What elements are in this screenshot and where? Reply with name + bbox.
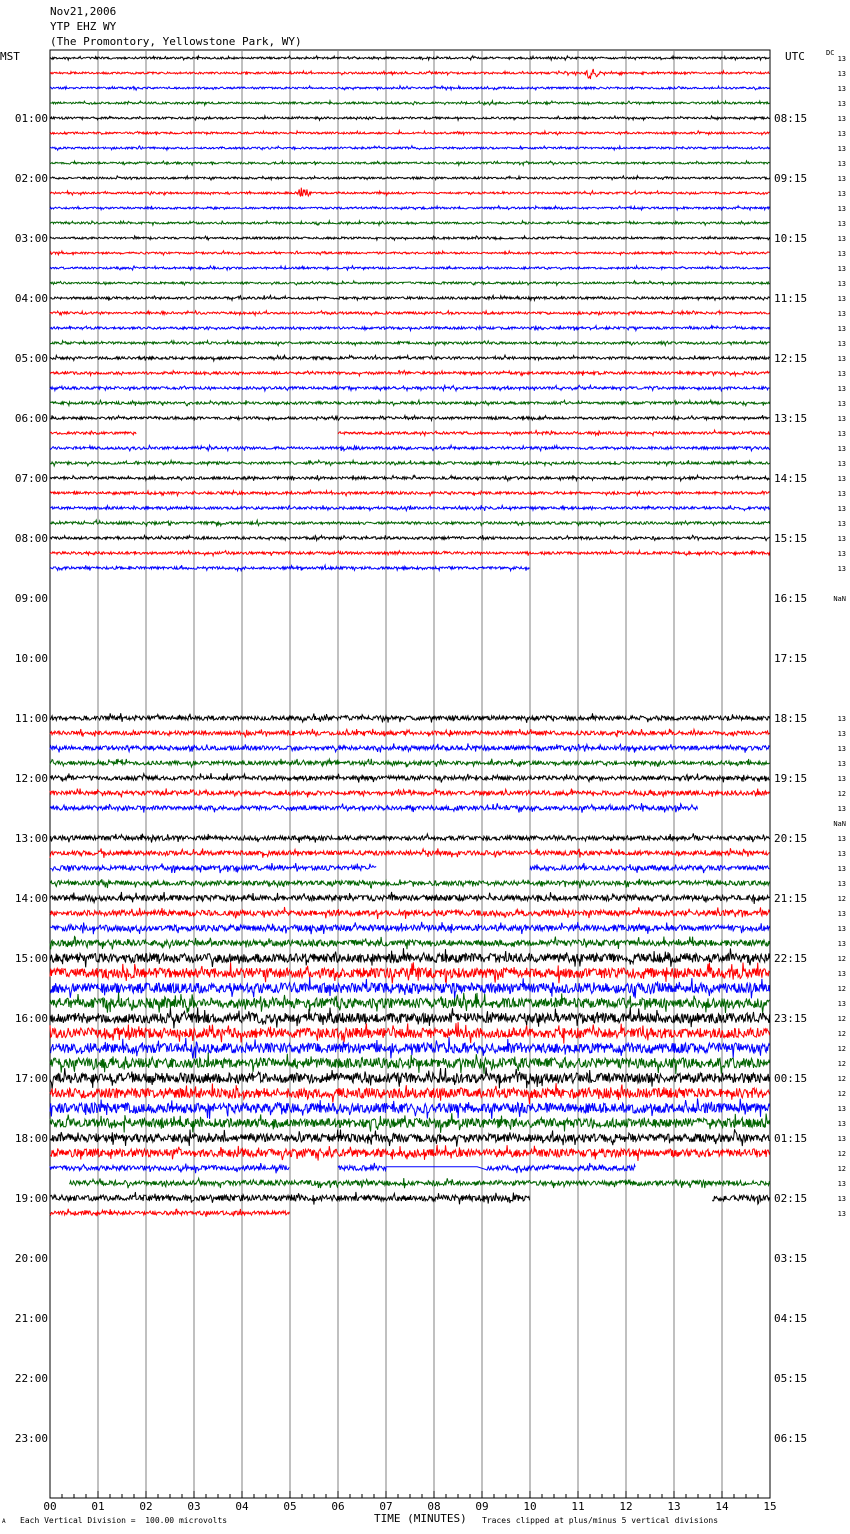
- trace-value-label: 13: [837, 535, 846, 543]
- seismic-trace: [530, 863, 769, 873]
- mst-hour-label: 12:00: [14, 772, 48, 785]
- trace-value-label: 13: [837, 160, 846, 168]
- mst-hour-label: 03:00: [14, 232, 48, 245]
- utc-hour-label: 12:15: [774, 352, 808, 365]
- seismic-trace: [50, 266, 770, 270]
- seismic-trace: [50, 146, 770, 150]
- utc-hour-label: 08:15: [774, 112, 808, 125]
- mst-hour-label: 14:00: [14, 892, 48, 905]
- vertical-scale-note: Each Vertical Division = 100.00 microvolts: [20, 1516, 228, 1525]
- trace-value-label: 13: [837, 310, 846, 318]
- trace-value-label: 13: [837, 715, 846, 723]
- trace-value-label: 13: [837, 220, 846, 228]
- seismic-trace: [50, 922, 770, 934]
- mst-hour-label: 06:00: [14, 412, 48, 425]
- dc-label: DC: [826, 49, 835, 57]
- seismic-trace: [50, 879, 770, 889]
- trace-value-label: 13: [837, 445, 846, 453]
- utc-hour-label: 15:15: [774, 532, 808, 545]
- seismic-trace: [50, 431, 136, 435]
- seismic-trace: [50, 535, 770, 540]
- trace-value-label: 13: [837, 475, 846, 483]
- x-tick-label: 04: [235, 1500, 249, 1513]
- seismic-trace: [50, 1037, 770, 1058]
- x-tick-label: 10: [523, 1500, 537, 1513]
- mst-hour-label: 07:00: [14, 472, 48, 485]
- seismic-trace: [50, 505, 770, 511]
- mst-hour-label: 13:00: [14, 832, 48, 845]
- footer-mark: A: [2, 1518, 6, 1525]
- trace-value-label: 13: [837, 775, 846, 783]
- seismic-trace: [50, 475, 770, 481]
- utc-hour-label: 03:15: [774, 1252, 808, 1265]
- x-tick-label: 13: [667, 1500, 681, 1513]
- x-tick-label: 08: [427, 1500, 441, 1513]
- trace-value-label: 13: [837, 970, 846, 978]
- trace-value-label: 13: [837, 460, 846, 468]
- seismic-trace: [50, 221, 770, 225]
- mst-hour-label: 05:00: [14, 352, 48, 365]
- utc-hour-label: 10:15: [774, 232, 808, 245]
- trace-value-label: 13: [837, 355, 846, 363]
- x-tick-label: 02: [139, 1500, 153, 1513]
- seismic-trace: [50, 460, 770, 466]
- seismic-trace: [50, 773, 770, 782]
- trace-value-label: 13: [837, 190, 846, 198]
- utc-hour-label: 02:15: [774, 1192, 808, 1205]
- utc-hour-label: 04:15: [774, 1312, 808, 1325]
- utc-hour-label: 19:15: [774, 772, 808, 785]
- trace-value-label: 12: [837, 1165, 846, 1173]
- seismic-trace: [50, 1007, 770, 1028]
- seismic-trace: [50, 550, 770, 556]
- trace-value-label: 13: [837, 250, 846, 258]
- seismic-trace: [50, 116, 770, 120]
- trace-value-label: 13: [837, 865, 846, 873]
- trace-value-label: 12: [837, 1060, 846, 1068]
- seismic-trace: [50, 759, 770, 768]
- mst-hour-label: 20:00: [14, 1252, 48, 1265]
- seismic-trace: [50, 86, 770, 90]
- utc-hour-label: 13:15: [774, 412, 808, 425]
- seismic-trace: [50, 713, 770, 723]
- mst-hour-label: 15:00: [14, 952, 48, 965]
- mst-hour-label: 16:00: [14, 1012, 48, 1025]
- seismic-trace: [50, 892, 770, 904]
- trace-value-label: 13: [837, 850, 846, 858]
- trace-value-label: 13: [837, 280, 846, 288]
- mst-hour-label: 02:00: [14, 172, 48, 185]
- seismic-trace: [487, 1163, 635, 1173]
- trace-value-label: 12: [837, 955, 846, 963]
- trace-value-label: 13: [837, 940, 846, 948]
- x-tick-label: 12: [619, 1500, 633, 1513]
- trace-value-label: 13: [837, 400, 846, 408]
- seismic-trace: [50, 161, 770, 165]
- station-location: (The Promontory, Yellowstone Park, WY): [50, 35, 302, 48]
- seismic-trace: [50, 833, 770, 842]
- trace-value-label: 13: [837, 325, 846, 333]
- seismic-trace: [50, 907, 770, 919]
- clipping-note: Traces clipped at plus/minus 5 vertical divisions: [482, 1516, 719, 1525]
- utc-hour-label: 14:15: [774, 472, 808, 485]
- x-tick-label: 11: [571, 1500, 585, 1513]
- mst-hour-label: 09:00: [14, 592, 48, 605]
- station-code: YTP EHZ WY: [50, 20, 117, 33]
- utc-hour-label: 09:15: [774, 172, 808, 185]
- seismic-trace: [50, 415, 770, 420]
- trace-value-label: 13: [837, 145, 846, 153]
- seismic-trace: [338, 1163, 386, 1172]
- utc-hour-label: 11:15: [774, 292, 808, 305]
- seismic-trace: [50, 992, 770, 1013]
- trace-value-label: 13: [837, 85, 846, 93]
- utc-hour-label: 20:15: [774, 832, 808, 845]
- utc-hour-label: 06:15: [774, 1432, 808, 1445]
- utc-hour-label: 16:15: [774, 592, 808, 605]
- seismic-trace: [50, 1209, 289, 1217]
- trace-value-label: 13: [837, 730, 846, 738]
- seismic-trace: [50, 520, 770, 526]
- right-timezone-label: UTC: [785, 50, 805, 63]
- mst-hour-label: 22:00: [14, 1372, 48, 1385]
- utc-hour-label: 22:15: [774, 952, 808, 965]
- x-tick-label: 06: [331, 1500, 345, 1513]
- seismic-trace: [50, 1145, 770, 1161]
- trace-value-label: 13: [837, 115, 846, 123]
- trace-value-label: 13: [837, 1210, 846, 1218]
- trace-value-label: 13: [837, 55, 846, 63]
- seismic-trace: [50, 445, 770, 451]
- trace-value-label: NaN: [833, 595, 846, 603]
- seismic-trace: [50, 176, 770, 180]
- x-tick-label: 09: [475, 1500, 489, 1513]
- seismic-trace: [50, 1163, 289, 1173]
- trace-value-label: 13: [837, 295, 846, 303]
- trace-value-label: 12: [837, 1045, 846, 1053]
- utc-hour-label: 17:15: [774, 652, 808, 665]
- x-tick-label: 05: [283, 1500, 297, 1513]
- seismic-trace: [50, 281, 770, 285]
- seismic-trace: [50, 948, 770, 967]
- seismic-trace: [50, 188, 770, 197]
- chart-date: Nov21,2006: [50, 5, 117, 18]
- trace-value-label: 12: [837, 790, 846, 798]
- utc-hour-label: 23:15: [774, 1012, 808, 1025]
- seismic-trace: [712, 1195, 769, 1204]
- mst-hour-label: 11:00: [14, 712, 48, 725]
- seismic-trace: [50, 340, 770, 345]
- seismic-trace: [50, 863, 376, 873]
- seismic-trace: [50, 937, 770, 950]
- trace-value-label: 13: [837, 805, 846, 813]
- seismic-trace: [50, 355, 770, 361]
- trace-value-label: 13: [837, 925, 846, 933]
- trace-value-label: 13: [837, 430, 846, 438]
- seismic-trace: [50, 1129, 770, 1146]
- seismic-trace: [50, 743, 770, 752]
- trace-value-label: 13: [837, 1180, 846, 1188]
- trace-value-label: 13: [837, 1135, 846, 1143]
- mst-hour-label: 10:00: [14, 652, 48, 665]
- seismic-trace: [50, 1083, 770, 1104]
- seismic-trace: [50, 803, 698, 813]
- trace-value-label: 13: [837, 520, 846, 528]
- x-tick-label: 14: [715, 1500, 729, 1513]
- trace-value-label: 13: [837, 175, 846, 183]
- utc-hour-label: 21:15: [774, 892, 808, 905]
- trace-value-label: 12: [837, 1015, 846, 1023]
- mst-hour-label: 08:00: [14, 532, 48, 545]
- seismic-trace: [50, 251, 770, 255]
- seismic-trace: [50, 326, 770, 331]
- trace-value-label: 13: [837, 205, 846, 213]
- seismic-trace: [50, 490, 770, 496]
- seismic-trace: [50, 1113, 770, 1133]
- x-axis-title: TIME (MINUTES): [374, 1512, 467, 1525]
- trace-value-label: 13: [837, 415, 846, 423]
- seismic-trace: [50, 848, 770, 858]
- seismic-trace: [50, 400, 770, 406]
- seismic-trace: [50, 729, 770, 737]
- trace-value-label: 13: [837, 565, 846, 573]
- x-tick-label: 07: [379, 1500, 393, 1513]
- seismic-trace: [50, 101, 770, 105]
- seismic-trace: [50, 788, 770, 797]
- trace-value-label: 13: [837, 880, 846, 888]
- trace-value-label: 13: [837, 910, 846, 918]
- trace-value-label: 12: [837, 1075, 846, 1083]
- trace-value-label: 12: [837, 1090, 846, 1098]
- trace-value-label: NaN: [833, 820, 846, 828]
- trace-value-label: 13: [837, 100, 846, 108]
- seismic-trace: [50, 311, 770, 316]
- seismic-trace: [50, 1022, 770, 1043]
- trace-value-label: 12: [837, 1150, 846, 1158]
- left-timezone-label: MST: [0, 50, 20, 63]
- seismic-trace: [50, 295, 770, 300]
- mst-hour-label: 21:00: [14, 1312, 48, 1325]
- x-tick-label: 00: [43, 1500, 57, 1513]
- seismic-trace: [50, 1067, 770, 1089]
- x-tick-label: 03: [187, 1500, 201, 1513]
- mst-hour-label: 18:00: [14, 1132, 48, 1145]
- trace-value-label: 13: [837, 745, 846, 753]
- seismic-trace: [50, 56, 770, 60]
- trace-value-label: 13: [837, 760, 846, 768]
- mst-hour-label: 17:00: [14, 1072, 48, 1085]
- seismic-trace: [69, 1178, 770, 1188]
- trace-value-label: 12: [837, 895, 846, 903]
- seismic-trace: [50, 1098, 770, 1119]
- trace-value-label: 13: [837, 340, 846, 348]
- flat-trace-segment: [386, 1167, 487, 1170]
- mst-hour-label: 04:00: [14, 292, 48, 305]
- seismic-trace: [50, 131, 770, 135]
- trace-value-label: 13: [837, 370, 846, 378]
- trace-value-label: 13: [837, 505, 846, 513]
- seismic-trace: [50, 1053, 770, 1074]
- utc-hour-label: 05:15: [774, 1372, 808, 1385]
- seismic-trace: [50, 206, 770, 210]
- mst-hour-label: 23:00: [14, 1432, 48, 1445]
- utc-hour-label: 01:15: [774, 1132, 808, 1145]
- trace-value-label: 12: [837, 1030, 846, 1038]
- seismic-trace: [50, 236, 770, 240]
- seismic-trace: [338, 430, 770, 436]
- trace-value-label: 13: [837, 1000, 846, 1008]
- seismic-trace: [50, 385, 770, 391]
- trace-value-label: 13: [837, 235, 846, 243]
- utc-hour-label: 18:15: [774, 712, 808, 725]
- seismic-trace: [50, 69, 770, 79]
- x-tick-label: 15: [763, 1500, 777, 1513]
- x-tick-label: 01: [91, 1500, 105, 1513]
- trace-value-label: 13: [837, 265, 846, 273]
- trace-value-label: 13: [837, 835, 846, 843]
- seismic-trace: [50, 962, 770, 983]
- trace-value-label: 13: [837, 1105, 846, 1113]
- utc-hour-label: 00:15: [774, 1072, 808, 1085]
- trace-value-label: 13: [837, 550, 846, 558]
- trace-value-label: 13: [837, 490, 846, 498]
- trace-value-label: 12: [837, 985, 846, 993]
- mst-hour-label: 19:00: [14, 1192, 48, 1205]
- trace-value-label: 13: [837, 1195, 846, 1203]
- trace-value-label: 13: [837, 385, 846, 393]
- seismic-trace: [50, 977, 770, 999]
- seismic-trace: [50, 370, 770, 375]
- trace-value-label: 13: [837, 70, 846, 78]
- trace-value-label: 13: [837, 1120, 846, 1128]
- mst-hour-label: 01:00: [14, 112, 48, 125]
- trace-value-label: 13: [837, 130, 846, 138]
